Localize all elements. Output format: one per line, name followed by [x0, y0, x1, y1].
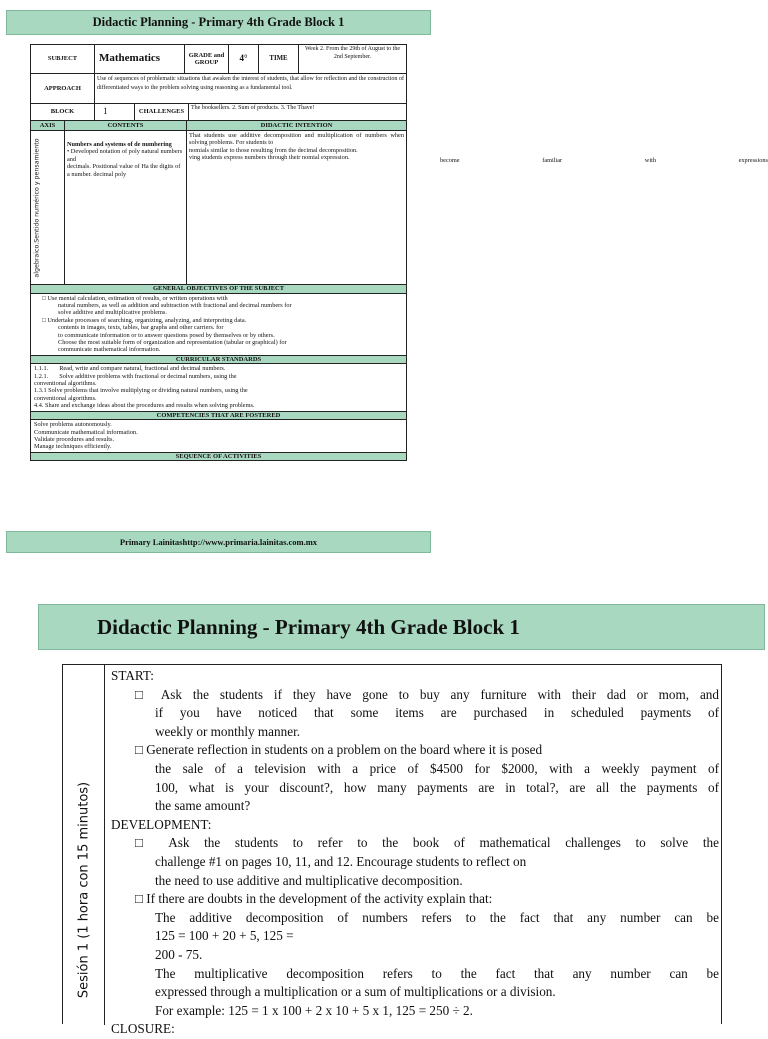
- development-item-line: expressed through a multiplication or a sum of multiplications or a division.: [155, 984, 556, 1000]
- objectives-body: [30, 294, 407, 356]
- objective-line: contents in images, texts, tables, bar graphs and other carriers. for: [58, 324, 224, 332]
- competencies-header: COMPETENCIES THAT ARE FOSTERED: [30, 412, 407, 421]
- overflow-word: with: [644, 157, 656, 164]
- intention-line-2: nomials similar to those resulting from the decimal decomposition.: [189, 146, 358, 154]
- subject-value: Mathematics: [95, 45, 185, 73]
- objective-line: solve additive and multiplicative problems.: [58, 309, 167, 317]
- standard-line: 4.4. Share and exchange ideas about the procedures and results when solving problems.: [34, 402, 255, 410]
- contents-cell: [65, 131, 187, 284]
- page1-footer-banner: [6, 531, 431, 553]
- block-value: 1: [95, 104, 135, 120]
- standard-line: conventional algorithms.: [34, 380, 97, 388]
- page1-title: Didactic Planning - Primary 4th Grade Block 1: [92, 15, 345, 29]
- standards-body: [30, 364, 407, 411]
- overflow-word: expressions: [738, 157, 768, 164]
- grade-value: 4°: [229, 45, 259, 73]
- objective-line: Choose the most suitable form of organization and representation (tabular or graphical) for: [58, 338, 287, 346]
- page1-title-banner: [6, 10, 431, 35]
- session-body: [111, 667, 719, 1039]
- time-value: Week 2. From the 29th of August to the 2nd September.: [304, 46, 400, 60]
- objective-line: □ Undertake processes of searching, organizing, analyzing, and interpreting data.: [42, 316, 247, 324]
- contents-line-3: decimals. Positional value of Ha the digits of a number. decimal poly: [67, 163, 181, 178]
- start-label: START:: [111, 668, 154, 683]
- planning-table: [30, 44, 407, 461]
- start-item-line: if you have noticed that some items are purchased in scheduled payments of: [155, 705, 719, 721]
- development-item-line: challenge #1 on pages 10, 11, and 12. Encourage students to reflect on: [155, 853, 527, 869]
- time-label: TIME: [259, 45, 299, 73]
- session-label: Sesión 1 (1 hora con 15 minutos): [76, 781, 91, 999]
- development-item-line: 125 = 100 + 20 + 5, 125 =: [155, 928, 294, 944]
- intention-line-3: ving students express numbers through their nomial expression.: [189, 154, 350, 162]
- approach-row: [30, 74, 407, 104]
- objective-line: communicate mathematical information.: [58, 346, 161, 354]
- start-item-line: □ Ask the students if they have gone to buy any furniture with their dad or mom, and: [135, 686, 719, 702]
- competencies-body: [30, 420, 407, 453]
- start-item-line: □ Generate reflection in students on a problem on the board where it is posed: [135, 742, 543, 758]
- overflow-word: familiar: [542, 157, 563, 164]
- page2-title-banner: [38, 604, 765, 650]
- development-item-line: The additive decomposition of numbers refers to the fact that any number can be: [155, 909, 719, 925]
- axis-content-row: [30, 131, 407, 285]
- competency-line: Validate procedures and results.: [34, 436, 115, 443]
- development-item-line: 200 - 75.: [155, 946, 203, 962]
- sequence-header: SEQUENCE OF ACTIVITIES: [30, 453, 407, 462]
- competency-line: Solve problems autonomously.: [34, 421, 112, 429]
- intention-cell: [187, 131, 406, 284]
- start-item-line: the sale of a television with a price of $4500 for $2000, with a weekly payment of: [155, 760, 719, 776]
- challenges-label: CHALLENGES: [135, 104, 189, 120]
- subject-row: [30, 44, 407, 74]
- standard-line: conventional algorithms.: [34, 394, 97, 402]
- start-item-line: the same amount?: [155, 798, 251, 814]
- page1-footer: Primary Lainitashttp://www.primaria.lainitas.com.mx: [119, 537, 318, 547]
- contents-label: CONTENTS: [65, 121, 187, 130]
- start-item-line: 100, what is your discount?, how many payments are in total?, are all the payments of: [155, 779, 719, 795]
- axis-header-row: [30, 121, 407, 131]
- axis-value: algebraico.Sentido numérico y pensamiento: [33, 138, 41, 278]
- approach-label: APPROACH: [31, 74, 95, 103]
- axis-label: AXIS: [31, 121, 65, 130]
- axis-cell: [31, 131, 65, 284]
- development-item-line: □ Ask the students to refer to the book of mathematical challenges to solve the: [135, 835, 719, 851]
- intention-label: DIDACTIC INTENTION: [260, 121, 333, 129]
- objectives-header: GENERAL OBJECTIVES OF THE SUBJECT: [30, 285, 407, 294]
- standards-header: CURRICULAR STANDARDS: [30, 356, 407, 365]
- block-label: BLOCK: [31, 104, 95, 120]
- contents-line-2: • Developed notation of poly natural numbers and: [67, 148, 183, 163]
- overflow-word: become: [440, 157, 460, 164]
- objective-line: natural numbers, as well as addition and subtraction with fractional and decimal numbers for: [58, 301, 292, 309]
- contents-line-1: Numbers and systems of de numbering: [67, 141, 172, 148]
- approach-value: Use of sequences of problematic situations that awaken the interest of students, that allow for reflection and the construction of differentiated ways to the problem solving using reasoning as a fundamental tool.: [97, 76, 404, 91]
- closure-label: CLOSURE:: [111, 1021, 175, 1037]
- subject-label: SUBJECT: [31, 45, 95, 73]
- development-item-line: For example: 125 = 1 x 100 + 2 x 10 + 5 x 1, 125 = 250 ÷ 2.: [155, 1002, 473, 1018]
- block-row: [30, 104, 407, 121]
- competency-line: Communicate mathematical information.: [34, 428, 138, 436]
- competency-line: Manage techniques efficiently.: [34, 443, 112, 451]
- page2-title: Didactic Planning - Primary 4th Grade Block 1: [97, 614, 520, 639]
- development-item-line: The multiplicative decomposition refers to the fact that any number can be: [155, 965, 719, 981]
- overflow-text-line: [440, 157, 768, 164]
- objective-line: to communicate information or to answer questions posed by themselves or by others.: [58, 331, 275, 339]
- challenges-value: The booksellers. 2. Sum of products. 3. The Thave!: [191, 105, 315, 111]
- session-table: [62, 664, 722, 1037]
- standard-line: 1.3.1 Solve problems that involve multiplying or dividing natural numbers, using the: [34, 387, 248, 395]
- development-label: DEVELOPMENT:: [111, 816, 212, 832]
- session-column: [63, 665, 105, 1025]
- objective-line: □ Use mental calculation, estimation of results, or written operations with: [42, 294, 228, 302]
- grade-label: GRADE and GROUP: [185, 45, 229, 73]
- axis-vertical-text: [32, 133, 42, 283]
- standard-line: 1.1.1. Read, write and compare natural, fractional and decimal numbers.: [34, 365, 226, 373]
- standard-line: 1.2.1. Solve additive problems with fractional or decimal numbers, using the: [34, 372, 237, 380]
- start-item-line: weekly or monthly manner.: [155, 723, 301, 739]
- intention-line-1: That students use additive decomposition and multiplication of numbers when solving problems. For students to: [189, 132, 404, 147]
- development-item-line: the need to use additive and multiplicative decomposition.: [155, 872, 463, 888]
- development-item-line: □ If there are doubts in the development of the activity explain that:: [135, 891, 493, 907]
